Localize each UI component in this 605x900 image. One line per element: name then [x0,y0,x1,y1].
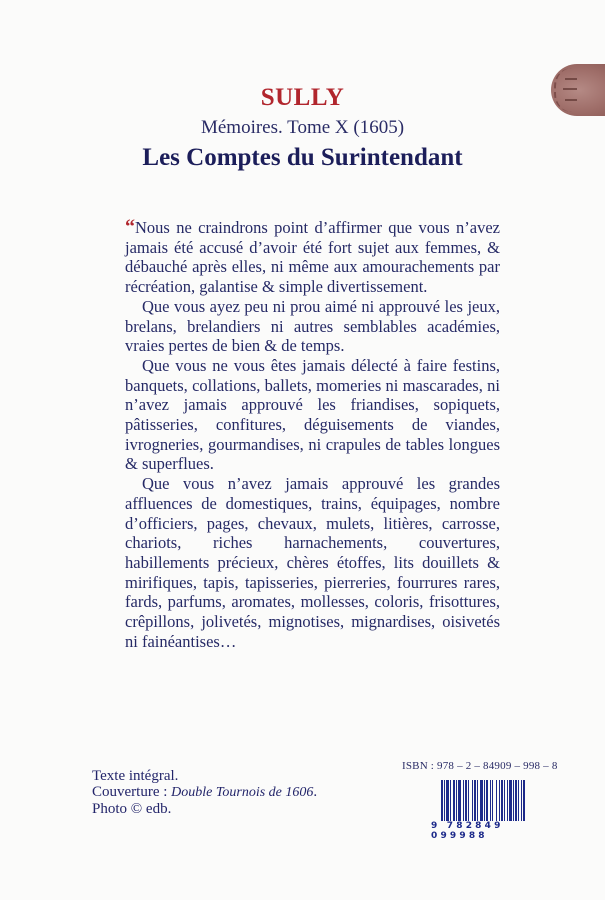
quote-text: Nous ne craindrons point d’affirmer que vous n’avez jamais été accusé d’avoir été fort sujet aux femmes, & débauché après elles, ni même aux amourachements par récréation, galantise & simple divertissement. [125,218,500,297]
colophon-text-note: Texte intégral. [92,768,179,784]
barcode-digits: 9 782849 099988 [431,821,504,841]
quote-paragraph: Que vous ayez peu ni prou aimé ni approuvé les jeux, brelans, brelandiers ni autres semblables académies, vraies pertes de bien & de temps. [125,296,500,356]
cover-end: . [313,784,318,800]
cover-description: Double Tournois de 1606 [171,785,314,800]
book-subtitle: Mémoires. Tome X (1605) [200,117,405,138]
barcode-bars [441,780,554,825]
open-quote-icon: “ [125,216,135,238]
colophon-cover-credit [92,784,317,801]
cover-label: Couverture : [92,784,172,800]
isbn-label: ISBN : 978 – 2 – 84909 – 998 – 8 [402,760,558,772]
barcode [431,780,561,841]
quote-paragraph [125,218,500,297]
quote-paragraph: Que vous ne vous êtes jamais délecté à faire festins, banquets, collations, ballets, momeries ni mascarades, ni n’avez jamais approuvé les friandises, sopiquets, pâtisseries, confitures, déguisements de viandes, ivrogneries, gourmandises, ni crapules de tables longues & superflues. [125,355,500,474]
colophon [92,768,317,817]
coin-mark [565,78,577,80]
quote-paragraph: Que vous n’avez jamais approuvé les grandes affluences de domestiques, trains, équipages, nombre d’officiers, pages, chevaux, mulets, litières, carrosse, chariots, riches harnachements, couvertures, habillements précieux, chères étoffes, lits douillets & mirifiques, tapis, tapisseries, pierreries, fourrures rares, fards, parfums, aromates, mollesses, coloris, frisottures, crêpillons, jolivetés, mignotises, mignardises, oisivetés ni fainéantises… [125,474,500,651]
colophon-photo-credit: Photo © edb. [92,801,172,817]
book-title: Les Comptes du Surintendant [142,144,463,171]
barcode-bar [525,780,526,821]
author-name: SULLY [260,84,345,111]
back-cover-quote [125,218,500,651]
